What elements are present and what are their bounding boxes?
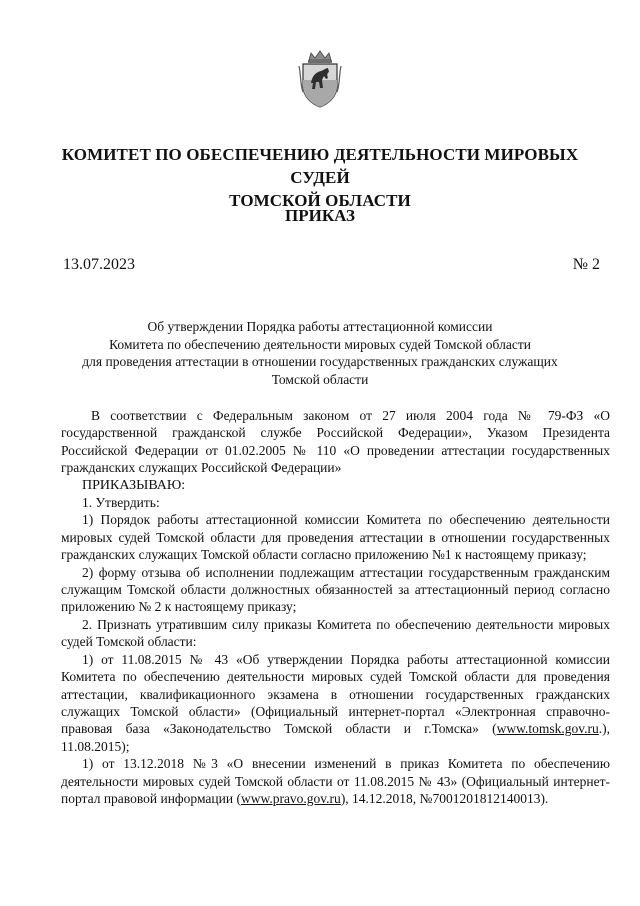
subject-line: Об утверждении Порядка работы аттестационной комиссии xyxy=(147,319,493,334)
item-2: 2. Признать утратившим силу приказы Комитета по обеспечению деятельности мировых судей Томской области: xyxy=(61,616,610,650)
item-2-1 xyxy=(61,651,610,755)
preamble-paragraph: В соответствии с Федеральным законом от 27 июля 2004 года № 79-ФЗ «О государственной гражданской службе Российской Федерации», Указом Президента Российской Федерации от 01.02.2005 № 110 «О проведении аттестации государственных гражданских служащих Российской Федерации» xyxy=(61,408,610,476)
document-date: 13.07.2023 xyxy=(63,256,135,273)
organization-name-line2: ТОМСКОЙ ОБЛАСТИ xyxy=(229,191,411,210)
coat-of-arms-icon xyxy=(297,50,343,108)
subject-line: для проведения аттестации в отношении государственных гражданских служащих xyxy=(82,354,558,369)
item-1-2: 2) форму отзыва об исполнении подлежащим аттестации государственным гражданским служащим Томской области должностных обязанностей за аттестационный период согласно приложению № 2 к настоящему приказу; xyxy=(61,564,610,615)
document-type: ПРИКАЗ xyxy=(285,206,355,225)
item-2-1-tail: .), 11.08.2015); xyxy=(61,721,610,754)
subject-line: Комитета по обеспечению деятельности мировых судей Томской области xyxy=(109,336,531,352)
item-1-1: 1) Порядок работы аттестационной комиссии Комитета по обеспечению деятельности мировых судей Томской области для проведения аттестации в отношении государственных гражданских служащих Томской области согласно приложению №1 к настоящему приказу; xyxy=(61,512,610,563)
item-2-1-text: 1) от 11.08.2015 № 43 «Об утверждении Порядка работы аттестационной комиссии Комитета по обеспечению деятельности мировых судей Томской области для проведения аттестации, квалификационного экзамена в отношении государственных гражданских служащих Томской области» (Официальный интернет-портал «Электронная справочно-правовая база «Законодательство Томской области и г.Томска» ( xyxy=(61,651,610,737)
item-2-2-text: 1) от 13.12.2018 №3 «О внесении изменений в приказ Комитета по обеспечению деятельности мировых судей Томской области от 11.08.2015 № 43» (Официальный интернет-портал правовой информации ( xyxy=(61,756,610,806)
organization-name-line1: КОМИТЕТ ПО ОБЕСПЕЧЕНИЮ ДЕЯТЕЛЬНОСТИ МИРОВЫХ СУДЕЙ xyxy=(61,145,579,187)
decree-word: ПРИКАЗЫВАЮ: xyxy=(82,477,186,493)
pravo-gov-link[interactable]: www.pravo.gov.ru xyxy=(240,790,341,806)
tomsk-gov-link[interactable]: www.tomsk.gov.ru xyxy=(496,721,599,737)
document-body xyxy=(61,407,610,807)
item-2-2 xyxy=(61,755,610,807)
organization-name xyxy=(40,143,600,212)
subject-line: Томской области xyxy=(271,371,369,387)
item-1: 1. Утвердить: xyxy=(82,495,160,511)
document-number: № 2 xyxy=(572,256,600,273)
document-subject xyxy=(60,318,580,388)
item-2-2-tail: ), 14.12.2018, №7001201812140013). xyxy=(340,790,549,806)
